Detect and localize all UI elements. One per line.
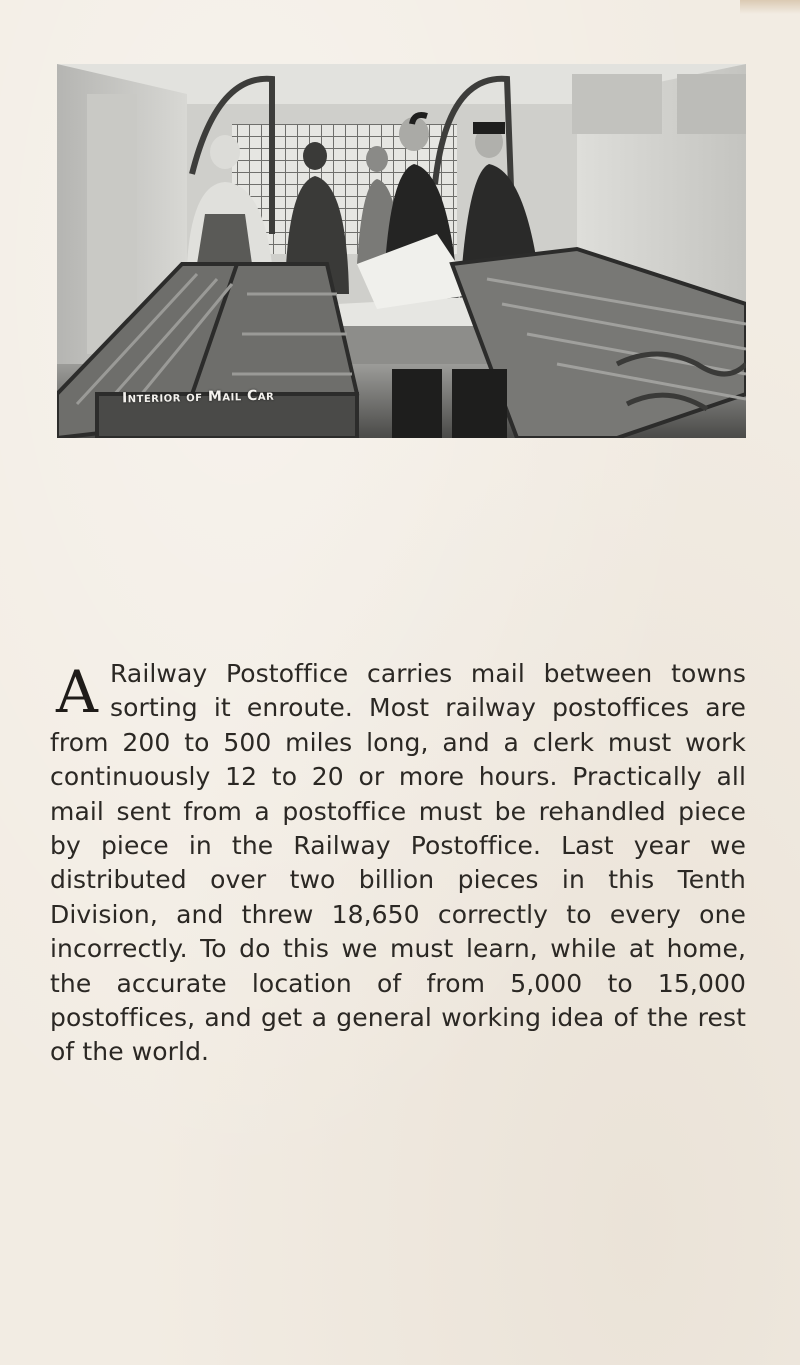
drop-cap: A (56, 658, 98, 726)
paper-stain (740, 0, 800, 14)
body-paragraph (50, 657, 746, 1070)
body-text: Railway Postoffice carries mail between towns sorting it enroute. Most railway postoffices are from 200 to 500 miles long, and a clerk must work continuously 12 to 20 or more hours. Practically all mail sent from a postoffice must be rehandled piece by piece in the Railway Postoffice. Last year we distributed over two billion pieces in this Tenth Division, and threw 18,650 correctly to every one incorrectly. To do this we must learn, while at home, the accurate location of from 5,000 to 15,000 postoffices, and get a general working idea of the rest of the world. (50, 659, 746, 1067)
photo-caption: Interior of Mail Car (121, 387, 275, 407)
mail-car-photograph (57, 64, 746, 438)
mail-car-photo-icon (57, 64, 746, 438)
